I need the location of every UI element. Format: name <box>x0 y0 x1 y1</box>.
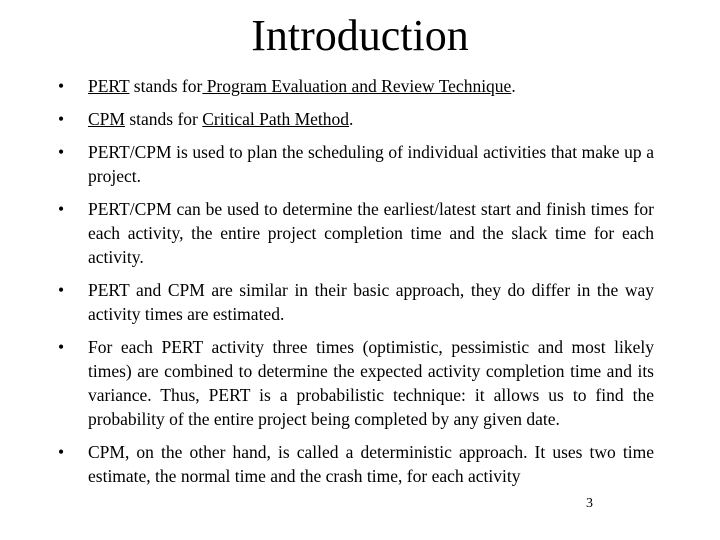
bullet-list <box>58 74 654 497</box>
bullet-item: • PERT/CPM is used to plan the scheduling of individual activities that make up a project. <box>58 142 654 186</box>
slide-title: Introduction <box>251 11 469 60</box>
bullet-item: • PERT and CPM are similar in their basic approach, they do differ in the way activity times are estimated. <box>58 280 654 324</box>
page-number: 3 <box>586 496 593 511</box>
cpm-term: CPM <box>88 109 125 129</box>
bullet-dot-icon: • <box>58 142 65 162</box>
bullet-dot-icon: • <box>58 199 65 219</box>
pert-expansion: Program Evaluation and Review Technique <box>202 76 512 96</box>
bullet-item: • CPM, on the other hand, is called a deterministic approach. It uses two time estimate, the normal time and the crash time, for each activity <box>58 442 654 486</box>
bullet-item: • For each PERT activity three times (optimistic, pessimistic and most likely times) are combined to determine the expected activity completion time and its variance. Thus, PERT is a probabilistic technique: it allows us to find the probability of the entire project being completed by any given date. <box>58 337 654 429</box>
bullet-pert-definition: • PERT stands for Program Evaluation and Review Technique. <box>58 76 516 96</box>
bullet-dot-icon: • <box>58 280 65 300</box>
cpm-expansion: Critical Path Method <box>202 109 350 129</box>
bullet-item: • PERT/CPM can be used to determine the earliest/latest start and finish times for each activity, the entire project completion time and the slack time for each activity. <box>58 199 654 267</box>
bullet-dot-icon: • <box>58 76 65 96</box>
bullet-dot-icon: • <box>58 442 65 462</box>
bullet-dot-icon: • <box>58 337 65 357</box>
pert-term: PERT <box>88 76 130 96</box>
bullet-cpm-definition: • CPM stands for Critical Path Method. <box>58 109 354 129</box>
bullet-dot-icon: • <box>58 109 65 129</box>
